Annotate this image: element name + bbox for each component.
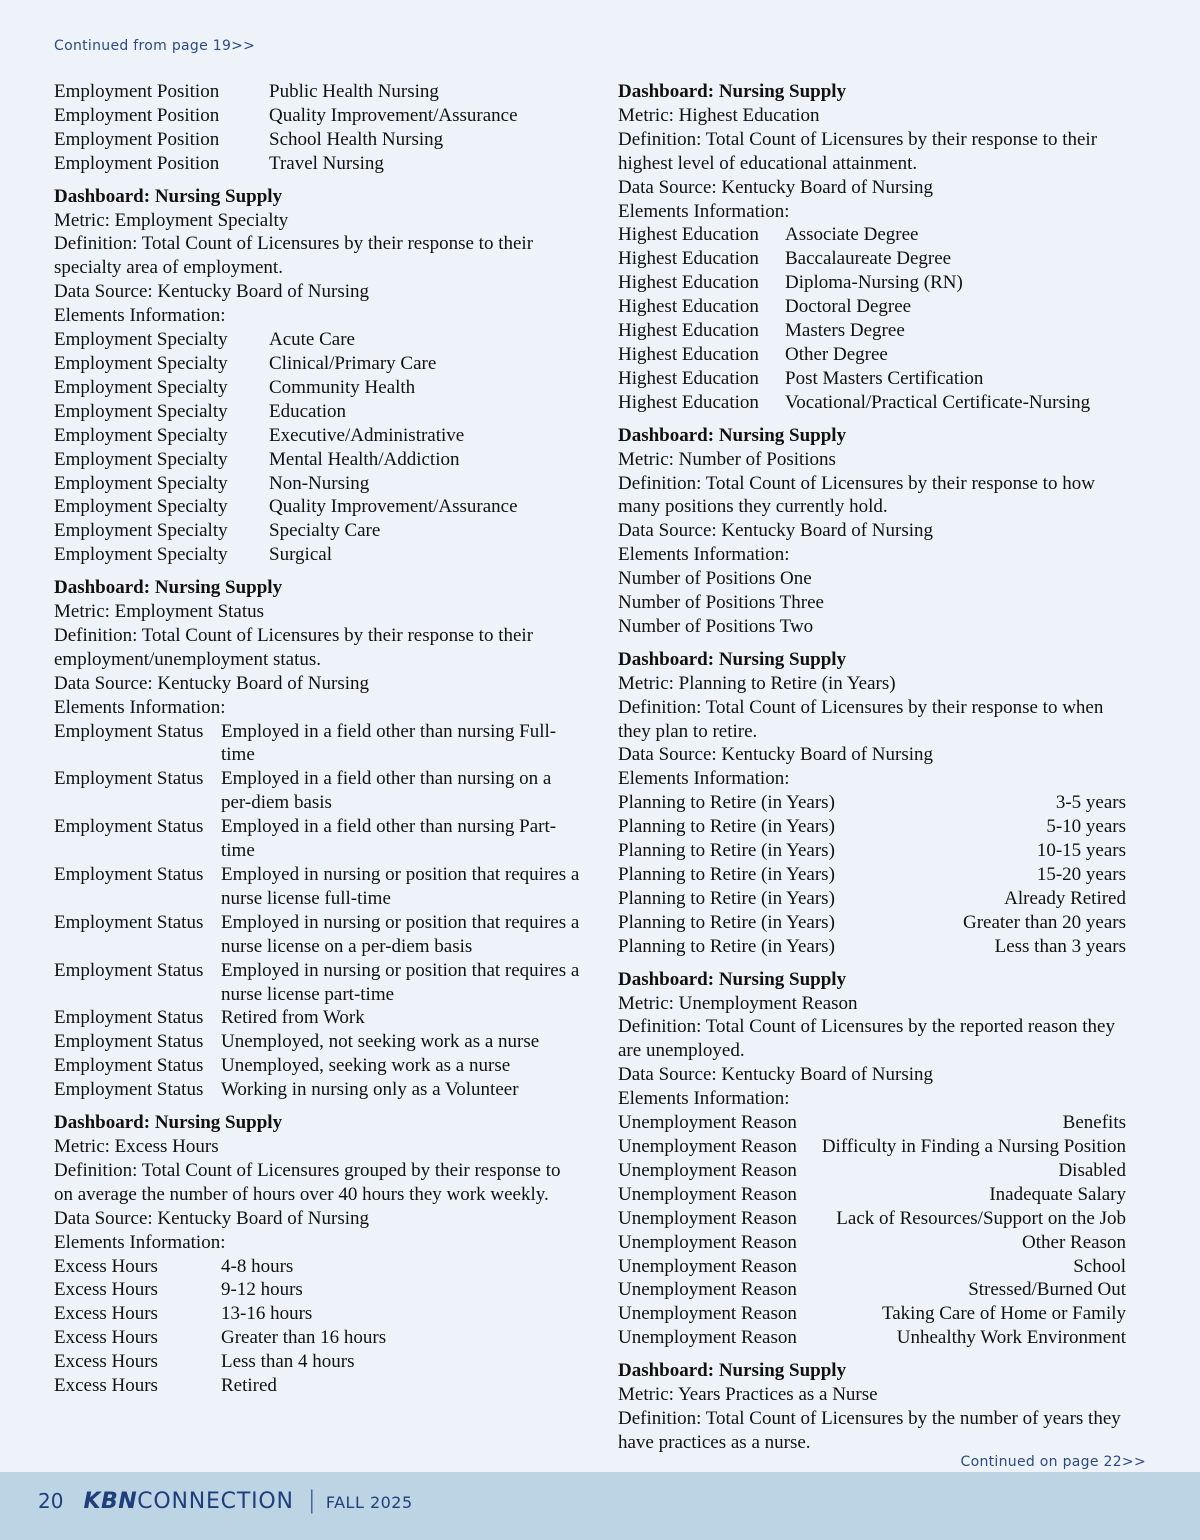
list-item: Number of Positions Three (618, 592, 824, 614)
list-item: Planning to Retire (in Years) 10-15 years (618, 840, 1126, 862)
list-item: Planning to Retire (in Years) Less than 3 years (618, 935, 1126, 957)
list-item: Highest Education Baccalaureate Degree (618, 248, 952, 270)
dashboard-heading: Dashboard: Nursing Supply (618, 1360, 847, 1382)
section-employment-specialty (54, 185, 584, 568)
metric-line: Metric: Excess Hours (54, 1135, 219, 1157)
list-item: Employment Specialty Surgical (54, 544, 332, 566)
list-item: Highest Education Vocational/Practical Certificate-Nursing (618, 391, 1091, 413)
elements-heading: Elements Information: (618, 200, 790, 222)
metric-line: Metric: Highest Education (618, 104, 820, 126)
data-source-line: Data Source: Kentucky Board of Nursing (54, 672, 370, 694)
list-item: Employment Status Employed in nursing or position that requires a nurse license on a per-diem basis (54, 911, 580, 957)
list-item: Employment Position Travel Nursing (54, 152, 384, 174)
metric-line: Metric: Number of Positions (618, 448, 836, 470)
employment-position-list (54, 80, 584, 176)
list-item: Highest Education Other Degree (618, 343, 888, 365)
list-item: Highest Education Doctoral Degree (618, 296, 912, 318)
list-item: Unemployment Reason Taking Care of Home or Family (618, 1303, 1126, 1325)
list-item: Employment Status Working in nursing only as a Volunteer (54, 1079, 519, 1101)
list-item: Excess Hours 13-16 hours (54, 1303, 313, 1325)
data-source-line: Data Source: Kentucky Board of Nursing (618, 744, 934, 766)
list-item: Excess Hours 4-8 hours (54, 1255, 294, 1277)
elements-heading: Elements Information: (618, 1088, 790, 1110)
dashboard-heading: Dashboard: Nursing Supply (618, 968, 847, 990)
list-item: Employment Specialty Non-Nursing (54, 472, 370, 494)
dashboard-heading: Dashboard: Nursing Supply (54, 1112, 283, 1134)
list-item: Unemployment Reason Difficulty in Finding a Nursing Position (618, 1135, 1126, 1157)
list-item: Planning to Retire (in Years) Already Retired (618, 887, 1126, 909)
list-item: Employment Status Unemployed, not seeking work as a nurse (54, 1031, 540, 1053)
list-item: Excess Hours Retired (54, 1375, 277, 1397)
list-item: Employment Status Employed in a field other than nursing on a per-diem basis (54, 768, 552, 814)
section-employment-status (54, 576, 584, 1102)
data-source-line: Data Source: Kentucky Board of Nursing (618, 1064, 934, 1086)
brand-logo-kbn: KBN (83, 1489, 138, 1514)
metric-line: Metric: Employment Specialty (54, 209, 289, 231)
definition-line: Definition: Total Count of Licensures grouped by their response to on average the number of hours over 40 hours they work weekly. (54, 1159, 561, 1205)
list-item: Employment Status Employed in a field other than nursing Full-time (54, 720, 557, 766)
section-excess-hours (54, 1111, 584, 1398)
list-item: Number of Positions Two (618, 615, 814, 637)
list-item: Employment Specialty Specialty Care (54, 520, 381, 542)
list-item: Unemployment Reason Benefits (618, 1112, 1126, 1134)
dashboard-heading: Dashboard: Nursing Supply (618, 424, 847, 446)
list-item: Unemployment Reason Disabled (618, 1159, 1126, 1181)
list-item: Planning to Retire (in Years) 15-20 years (618, 864, 1126, 885)
list-item: Employment Status Employed in nursing or position that requires a nurse license full-time (54, 864, 580, 909)
list-item: Planning to Retire (in Years) Greater than 20 years (618, 911, 1126, 933)
footer-separator: | (307, 1486, 316, 1514)
list-item: Highest Education Masters Degree (618, 320, 905, 342)
definition-line: Definition: Total Count of Licensures by their response to their highest level of educational attainment. (618, 128, 1098, 174)
right-column (618, 80, 1126, 1455)
data-source-line: Data Source: Kentucky Board of Nursing (618, 176, 934, 198)
list-item: Employment Specialty Acute Care (54, 329, 355, 351)
metric-line: Metric: Planning to Retire (in Years) (618, 672, 896, 694)
list-item: Unemployment Reason Lack of Resources/Support on the Job (618, 1207, 1126, 1229)
list-item: Employment Specialty Executive/Administrative (54, 424, 465, 446)
definition-line: Definition: Total Count of Licensures by their response to how many positions they currently hold. (618, 472, 1095, 518)
list-item: Unemployment Reason Other Reason (618, 1231, 1126, 1253)
definition-line: Definition: Total Count of Licensures by the number of years they have practices as a nurse. (618, 1407, 1121, 1453)
dashboard-heading: Dashboard: Nursing Supply (54, 577, 283, 599)
section-planning-to-retire (618, 648, 1126, 959)
list-item: Unemployment Reason Inadequate Salary (618, 1183, 1126, 1205)
list-item: Employment Specialty Clinical/Primary Care (54, 352, 437, 374)
list-item: Highest Education Diploma-Nursing (RN) (618, 272, 963, 294)
section-years-practiced (618, 1359, 1126, 1455)
list-item: Unemployment Reason School (618, 1255, 1126, 1277)
list-item: Employment Position Quality Improvement/Assurance (54, 104, 518, 126)
list-item: Excess Hours 9-12 hours (54, 1279, 303, 1301)
list-item: Excess Hours Less than 4 hours (54, 1351, 355, 1373)
dashboard-heading: Dashboard: Nursing Supply (54, 185, 283, 207)
list-item: Employment Position School Health Nursing (54, 128, 444, 150)
definition-line: Definition: Total Count of Licensures by their response to their employment/unemployment status. (54, 624, 534, 670)
data-source-line: Data Source: Kentucky Board of Nursing (54, 281, 370, 303)
section-highest-education (618, 80, 1126, 415)
issue-label: FALL 2025 (325, 1493, 413, 1512)
metric-line: Metric: Unemployment Reason (618, 992, 858, 1014)
list-item: Excess Hours Greater than 16 hours (54, 1327, 387, 1349)
section-unemployment-reason (618, 968, 1126, 1351)
data-source-line: Data Source: Kentucky Board of Nursing (618, 520, 934, 542)
list-item: Employment Position Public Health Nursing (54, 81, 439, 102)
list-item: Planning to Retire (in Years) 5-10 years (618, 816, 1126, 838)
continued-from-note: Continued from page 19>> (54, 38, 256, 54)
list-item: Employment Specialty Community Health (54, 376, 416, 398)
elements-heading: Elements Information: (54, 305, 226, 327)
dashboard-heading: Dashboard: Nursing Supply (618, 648, 847, 670)
brand-logo-connection: CONNECTION (137, 1489, 294, 1514)
page-number: 20 (38, 1489, 64, 1513)
metric-line: Metric: Years Practices as a Nurse (618, 1384, 878, 1406)
elements-heading: Elements Information: (54, 696, 226, 718)
list-item: Planning to Retire (in Years) 3-5 years (618, 792, 1126, 814)
elements-heading: Elements Information: (618, 768, 790, 790)
definition-line: Definition: Total Count of Licensures by the reported reason they are unemployed. (618, 1016, 1115, 1062)
list-item: Employment Specialty Mental Health/Addiction (54, 448, 460, 470)
list-item: Number of Positions One (618, 568, 812, 590)
elements-heading: Elements Information: (618, 544, 790, 566)
left-column (54, 80, 584, 1398)
footer-content (38, 1486, 413, 1514)
list-item: Employment Status Employed in a field other than nursing Part-time (54, 816, 557, 862)
elements-heading: Elements Information: (54, 1231, 226, 1253)
dashboard-heading: Dashboard: Nursing Supply (618, 81, 847, 102)
page-footer (0, 1472, 1200, 1540)
definition-line: Definition: Total Count of Licensures by their response to their specialty area of employment. (54, 233, 534, 279)
list-item: Employment Status Retired from Work (54, 1007, 365, 1029)
list-item: Highest Education Post Masters Certification (618, 367, 984, 389)
list-item: Unemployment Reason Unhealthy Work Environment (618, 1327, 1126, 1349)
data-source-line: Data Source: Kentucky Board of Nursing (54, 1207, 370, 1229)
list-item: Highest Education Associate Degree (618, 224, 919, 246)
continued-on-note: Continued on page 22>> (960, 1454, 1146, 1470)
list-item: Employment Specialty Education (54, 400, 347, 422)
list-item: Employment Status Unemployed, seeking work as a nurse (54, 1055, 511, 1077)
list-item: Unemployment Reason Stressed/Burned Out (618, 1279, 1126, 1301)
section-number-of-positions (618, 424, 1126, 639)
definition-line: Definition: Total Count of Licensures by their response to when they plan to retire. (618, 696, 1104, 742)
metric-line: Metric: Employment Status (54, 601, 265, 623)
list-item: Employment Status Employed in nursing or position that requires a nurse license part-time (54, 959, 580, 1005)
list-item: Employment Specialty Quality Improvement/Assurance (54, 496, 518, 518)
